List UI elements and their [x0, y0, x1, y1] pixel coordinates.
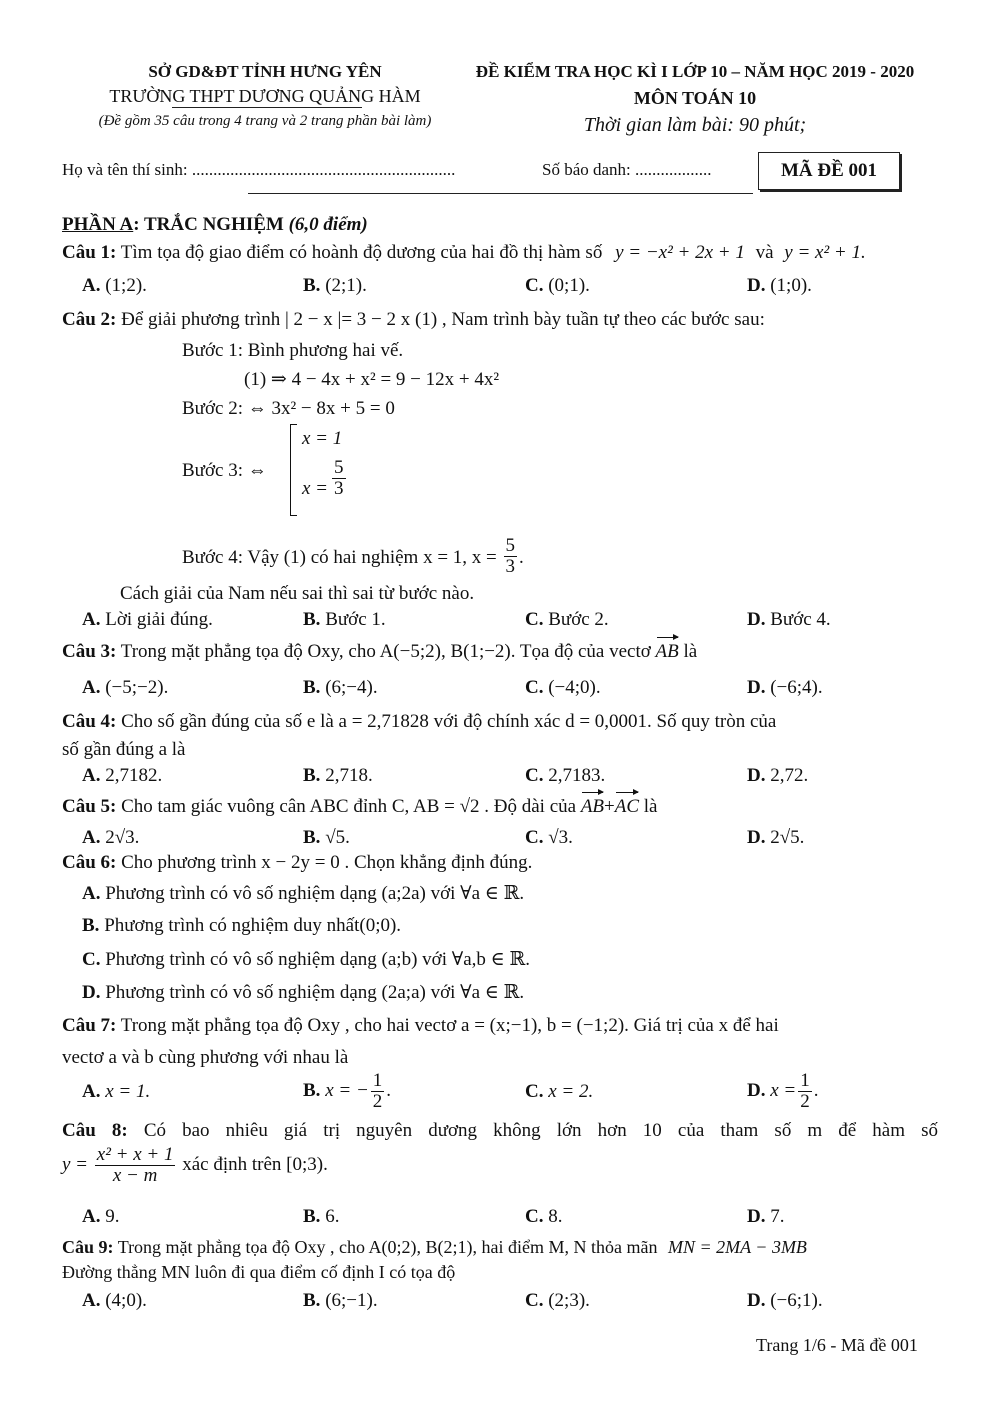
q1-label: Câu 1:	[62, 242, 117, 263]
q6-option-c[interactable]	[82, 948, 530, 971]
opt-letter: A.	[82, 765, 101, 786]
part-a-rest: : TRẮC NGHIỆM	[133, 214, 289, 235]
opt-letter: C.	[525, 827, 544, 848]
q4-option-d[interactable]	[747, 765, 808, 787]
q2-frac-1	[330, 458, 348, 499]
q8-c-text: 8.	[548, 1206, 563, 1227]
opt-letter: B.	[303, 609, 321, 630]
frac-den: 3	[505, 555, 516, 577]
q7-d-text: x =	[770, 1079, 797, 1101]
opt-letter: B.	[303, 275, 321, 296]
opt-letter: B.	[303, 765, 321, 786]
question-2	[62, 309, 765, 331]
q1-text: Tìm tọa độ giao điểm có hoành độ dương của hai đồ thị hàm số	[120, 242, 603, 263]
q8-d-text: 7.	[770, 1206, 785, 1227]
q1-c-text: (0;1).	[548, 275, 590, 296]
q2-step-4: Bước 4: Vậy (1) có hai nghiệm x = 1, x = $\frac{5}{3}$ .	[182, 535, 524, 577]
q2-step-2: Bước 2: ⇔ 3x² − 8x + 5 = 0	[182, 398, 395, 419]
q2-option-d[interactable]	[747, 609, 831, 631]
question-9	[62, 1237, 807, 1258]
q2-option-a[interactable]	[82, 609, 213, 631]
exam-subject: MÔN TOÁN 10	[633, 88, 757, 108]
opt-letter: C.	[525, 1081, 544, 1102]
q9-label: Câu 9:	[62, 1237, 114, 1257]
q8-frac-den: x − m	[112, 1164, 158, 1186]
q4-text: Cho số gần đúng của số e là a = 2,71828 với độ chính xác d = 0,0001. Số quy tròn của	[121, 711, 777, 732]
q2-label: Câu 2:	[62, 309, 117, 330]
opt-letter: C.	[525, 677, 544, 698]
q4-a-text: 2,7182.	[105, 765, 163, 786]
school-underline	[172, 107, 362, 108]
candidate-id-label: Số báo danh: ..................	[542, 160, 712, 179]
q4-c-text: 2,7183.	[548, 765, 606, 786]
opt-letter: B.	[82, 915, 100, 936]
page-footer: Trang 1/6 - Mã đề 001	[756, 1335, 918, 1355]
opt-letter: B.	[303, 1079, 321, 1101]
q5-c-text: √3.	[548, 827, 573, 848]
q2-text: Để giải phương trình | 2 − x |= 3 − 2 x (1) , Nam trình bày tuần tự theo các bước sau:	[121, 309, 765, 330]
q3-c-text: (−4;0).	[548, 677, 601, 698]
q6-a-text: Phương trình có vô số nghiệm dạng (a;2a) với ∀a ∈ ℝ.	[105, 883, 525, 904]
q3-text: Trong mặt phẳng tọa độ Oxy, cho A(−5;2), B(1;−2). Tọa độ của vectơ	[120, 641, 651, 662]
q8-y: y =	[62, 1153, 89, 1175]
question-1	[62, 242, 866, 264]
q3-tail: là	[683, 641, 698, 662]
question-5	[62, 796, 658, 818]
q5-a-text: 2√3.	[105, 827, 140, 848]
q2-b-text: Bước 1.	[325, 609, 386, 630]
q8-b-text: 6.	[325, 1206, 340, 1227]
q1-d-text: (1;0).	[770, 275, 812, 296]
q8-option-b[interactable]	[303, 1206, 339, 1228]
opt-letter: A.	[82, 1206, 101, 1227]
opt-letter: A.	[82, 1081, 101, 1102]
q6-option-b[interactable]	[82, 915, 401, 937]
exam-code: MÃ ĐỀ 001	[780, 160, 878, 181]
q7-label: Câu 7:	[62, 1015, 117, 1036]
q6-option-d[interactable]	[82, 981, 524, 1004]
opt-letter: D.	[747, 677, 766, 698]
q1-option-a[interactable]	[82, 275, 147, 297]
question-7-line2: vectơ a và b cùng phương với nhau là	[62, 1047, 349, 1068]
exam-code-box	[758, 152, 900, 190]
q9-option-a[interactable]	[82, 1290, 147, 1312]
opt-letter: B.	[303, 1206, 321, 1227]
q9-option-c[interactable]	[525, 1290, 590, 1312]
q9-option-b[interactable]	[303, 1290, 378, 1312]
q1-option-c[interactable]	[525, 275, 590, 297]
opt-letter: C.	[525, 765, 544, 786]
header-note: (Đề gồm 35 câu trong 4 trang và 2 trang phần bài làm)	[98, 113, 432, 129]
opt-letter: A.	[82, 883, 101, 904]
q7-b-text: x = −	[325, 1079, 369, 1101]
q8-a-text: 9.	[105, 1206, 120, 1227]
q1-option-d[interactable]	[747, 275, 812, 297]
exam-title: ĐỀ KIỂM TRA HỌC KÌ I LỚP 10 – NĂM HỌC 2019 - 2020	[475, 62, 915, 81]
q4-option-b[interactable]	[303, 765, 373, 787]
q8-text: Có bao nhiêu giá trị nguyên dương không lớn hơn 10 của tham số m để hàm số	[143, 1120, 938, 1141]
part-a-points: (6,0 điểm)	[288, 214, 368, 235]
q2-step-3: Bước 3: ⇔	[182, 460, 267, 481]
q6-c-text: Phương trình có vô số nghiệm dạng (a;b) với ∀a,b ∈ ℝ.	[105, 949, 530, 970]
opt-letter: A.	[82, 1290, 101, 1311]
opt-letter: B.	[303, 677, 321, 698]
question-3	[62, 641, 697, 663]
opt-letter: A.	[82, 609, 101, 630]
q2-question: Cách giải của Nam nếu sai thì sai từ bước nào.	[120, 583, 475, 604]
q4-d-text: 2,72.	[770, 765, 809, 786]
question-7	[62, 1015, 779, 1037]
q2-step-1: Bước 1: Bình phương hai vế.	[182, 340, 404, 361]
q2-s4-text: Bước 4: Vậy (1) có hai nghiệm x = 1, x =	[182, 546, 497, 568]
q9-d-text: (−6;1).	[770, 1290, 823, 1311]
exam-time: Thời gian làm bài: 90 phút;	[583, 114, 807, 136]
q5-label: Câu 5:	[62, 796, 117, 817]
opt-letter: D.	[747, 765, 766, 786]
q1-b-text: (2;1).	[325, 275, 367, 296]
opt-letter: C.	[525, 609, 544, 630]
opt-letter: D.	[747, 609, 766, 630]
frac-den: 2	[372, 1090, 383, 1112]
q6-text: Cho phương trình x − 2y = 0 . Chọn khẳng định đúng.	[121, 852, 533, 873]
q8-option-c[interactable]	[525, 1206, 562, 1228]
q7-option-b[interactable]: B. x = − $\frac{1}{2}$ .	[303, 1070, 392, 1112]
opt-letter: D.	[82, 982, 101, 1003]
q2-step-3b: x =	[302, 478, 329, 499]
q5-d-text: 2√5.	[770, 827, 805, 848]
q9-b-text: (6;−1).	[325, 1290, 378, 1311]
header-divider	[248, 193, 753, 194]
q4-b-text: 2,718.	[325, 765, 373, 786]
q5-text: Cho tam giác vuông cân ABC đỉnh C, AB = √2 . Độ dài của	[121, 796, 577, 817]
q1-option-b[interactable]	[303, 275, 367, 297]
q2-step-3a: x = 1	[302, 428, 343, 449]
question-8	[62, 1120, 938, 1142]
q8-frac-num: x² + x + 1	[96, 1144, 174, 1165]
q3-option-d[interactable]	[747, 677, 823, 699]
q1-f2: y = x² + 1.	[784, 242, 866, 263]
q5-vector-ab: AB	[580, 796, 605, 817]
q9-a-text: (4;0).	[105, 1290, 147, 1311]
q7-option-a[interactable]	[82, 1081, 150, 1103]
q3-option-b[interactable]	[303, 677, 378, 699]
frac-num: 5	[334, 457, 344, 478]
q2-a-text: Lời giải đúng.	[105, 609, 213, 630]
q5-option-c[interactable]	[525, 827, 573, 849]
frac-num: 1	[800, 1070, 810, 1091]
opt-letter: D.	[747, 275, 766, 296]
q2-option-b[interactable]	[303, 609, 386, 631]
opt-letter: A.	[82, 677, 101, 698]
q3-d-text: (−6;4).	[770, 677, 823, 698]
q2-option-c[interactable]	[525, 609, 609, 631]
q9-text: Trong mặt phẳng tọa độ Oxy , cho A(0;2), B(2;1), hai điểm M, N thỏa mãn	[117, 1237, 658, 1257]
q1-and: và	[755, 242, 774, 263]
q3-b-text: (6;−4).	[325, 677, 378, 698]
header-school: TRƯỜNG THPT DƯƠNG QUẢNG HÀM	[109, 86, 421, 106]
header-dept: SỞ GD&ĐT TỈNH HƯNG YÊN	[148, 62, 382, 81]
q2-bracket	[290, 424, 297, 516]
opt-letter: C.	[525, 1290, 544, 1311]
q1-f1: y = −x² + 2x + 1	[615, 242, 745, 263]
question-6	[62, 852, 532, 874]
opt-letter: B.	[303, 827, 321, 848]
q5-option-b[interactable]	[303, 827, 350, 849]
opt-letter: D.	[747, 827, 766, 848]
question-9-line2: Đường thẳng MN luôn đi qua điểm cố định I có tọa độ	[62, 1262, 456, 1282]
q6-d-text: Phương trình có vô số nghiệm dạng (2a;a) với ∀a ∈ ℝ.	[105, 982, 525, 1003]
q3-label: Câu 3:	[62, 641, 117, 662]
q3-option-c[interactable]	[525, 677, 601, 699]
opt-letter: A.	[82, 275, 101, 296]
q3-a-text: (−5;−2).	[105, 677, 169, 698]
q2-step-1b: (1) ⇒ 4 − 4x + x² = 9 − 12x + 4x²	[244, 369, 500, 390]
q5-option-a[interactable]	[82, 827, 139, 849]
q7-option-c[interactable]	[525, 1081, 593, 1103]
question-4	[62, 711, 776, 733]
q8-tail: xác định trên [0;3).	[182, 1153, 328, 1175]
q5-b-text: √5.	[325, 827, 350, 848]
opt-letter: A.	[82, 827, 101, 848]
q3-option-a[interactable]	[82, 677, 168, 699]
q4-option-a[interactable]	[82, 765, 162, 787]
frac-den: 2	[800, 1090, 810, 1112]
question-8-line2	[62, 1145, 328, 1186]
part-a-title: PHẦN A	[62, 214, 134, 235]
opt-letter: C.	[525, 275, 544, 296]
q5-option-d[interactable]	[747, 827, 804, 849]
q3-vector: AB	[655, 641, 679, 662]
q7-option-d[interactable]: D. x = $\frac{1}{2}$ .	[747, 1070, 819, 1112]
opt-letter: D.	[747, 1206, 766, 1227]
q2-d-text: Bước 4.	[770, 609, 831, 630]
q8-option-a[interactable]	[82, 1206, 119, 1228]
candidate-name-label: Họ và tên thí sinh: ..............................................................	[62, 160, 456, 179]
q9-equation: MN = 2MA − 3MB	[667, 1237, 807, 1257]
q9-c-text: (2;3).	[548, 1290, 590, 1311]
q2-c-text: Bước 2.	[548, 609, 609, 630]
opt-letter: D.	[747, 1290, 766, 1311]
q1-a-text: (1;2).	[105, 275, 147, 296]
question-4-line2: số gần đúng a là	[62, 739, 186, 760]
q6-label: Câu 6:	[62, 852, 117, 873]
part-a-heading	[62, 214, 368, 236]
q5-plus: +	[604, 796, 615, 817]
q6-option-a[interactable]	[82, 882, 524, 905]
q7-text: Trong mặt phẳng tọa độ Oxy , cho hai vectơ a = (x;−1), b = (−1;2). Giá trị của x để hai	[120, 1015, 779, 1036]
q5-vector-ac: AC	[614, 796, 640, 817]
opt-letter: C.	[525, 1206, 544, 1227]
q7-a-text: x = 1.	[105, 1081, 151, 1102]
frac-num: 1	[372, 1070, 383, 1091]
opt-letter: C.	[82, 949, 101, 970]
frac-den: 3	[334, 477, 344, 499]
q8-option-d[interactable]	[747, 1206, 784, 1228]
q4-label: Câu 4:	[62, 711, 117, 732]
frac-num: 5	[505, 535, 516, 556]
q6-b-text: Phương trình có nghiệm duy nhất(0;0).	[104, 915, 402, 936]
q7-c-text: x = 2.	[548, 1081, 594, 1102]
q4-option-c[interactable]	[525, 765, 605, 787]
q9-option-d[interactable]	[747, 1290, 823, 1312]
opt-letter: B.	[303, 1290, 321, 1311]
q8-label: Câu 8:	[62, 1120, 128, 1141]
opt-letter: D.	[747, 1079, 766, 1101]
q5-tail: là	[643, 796, 658, 817]
